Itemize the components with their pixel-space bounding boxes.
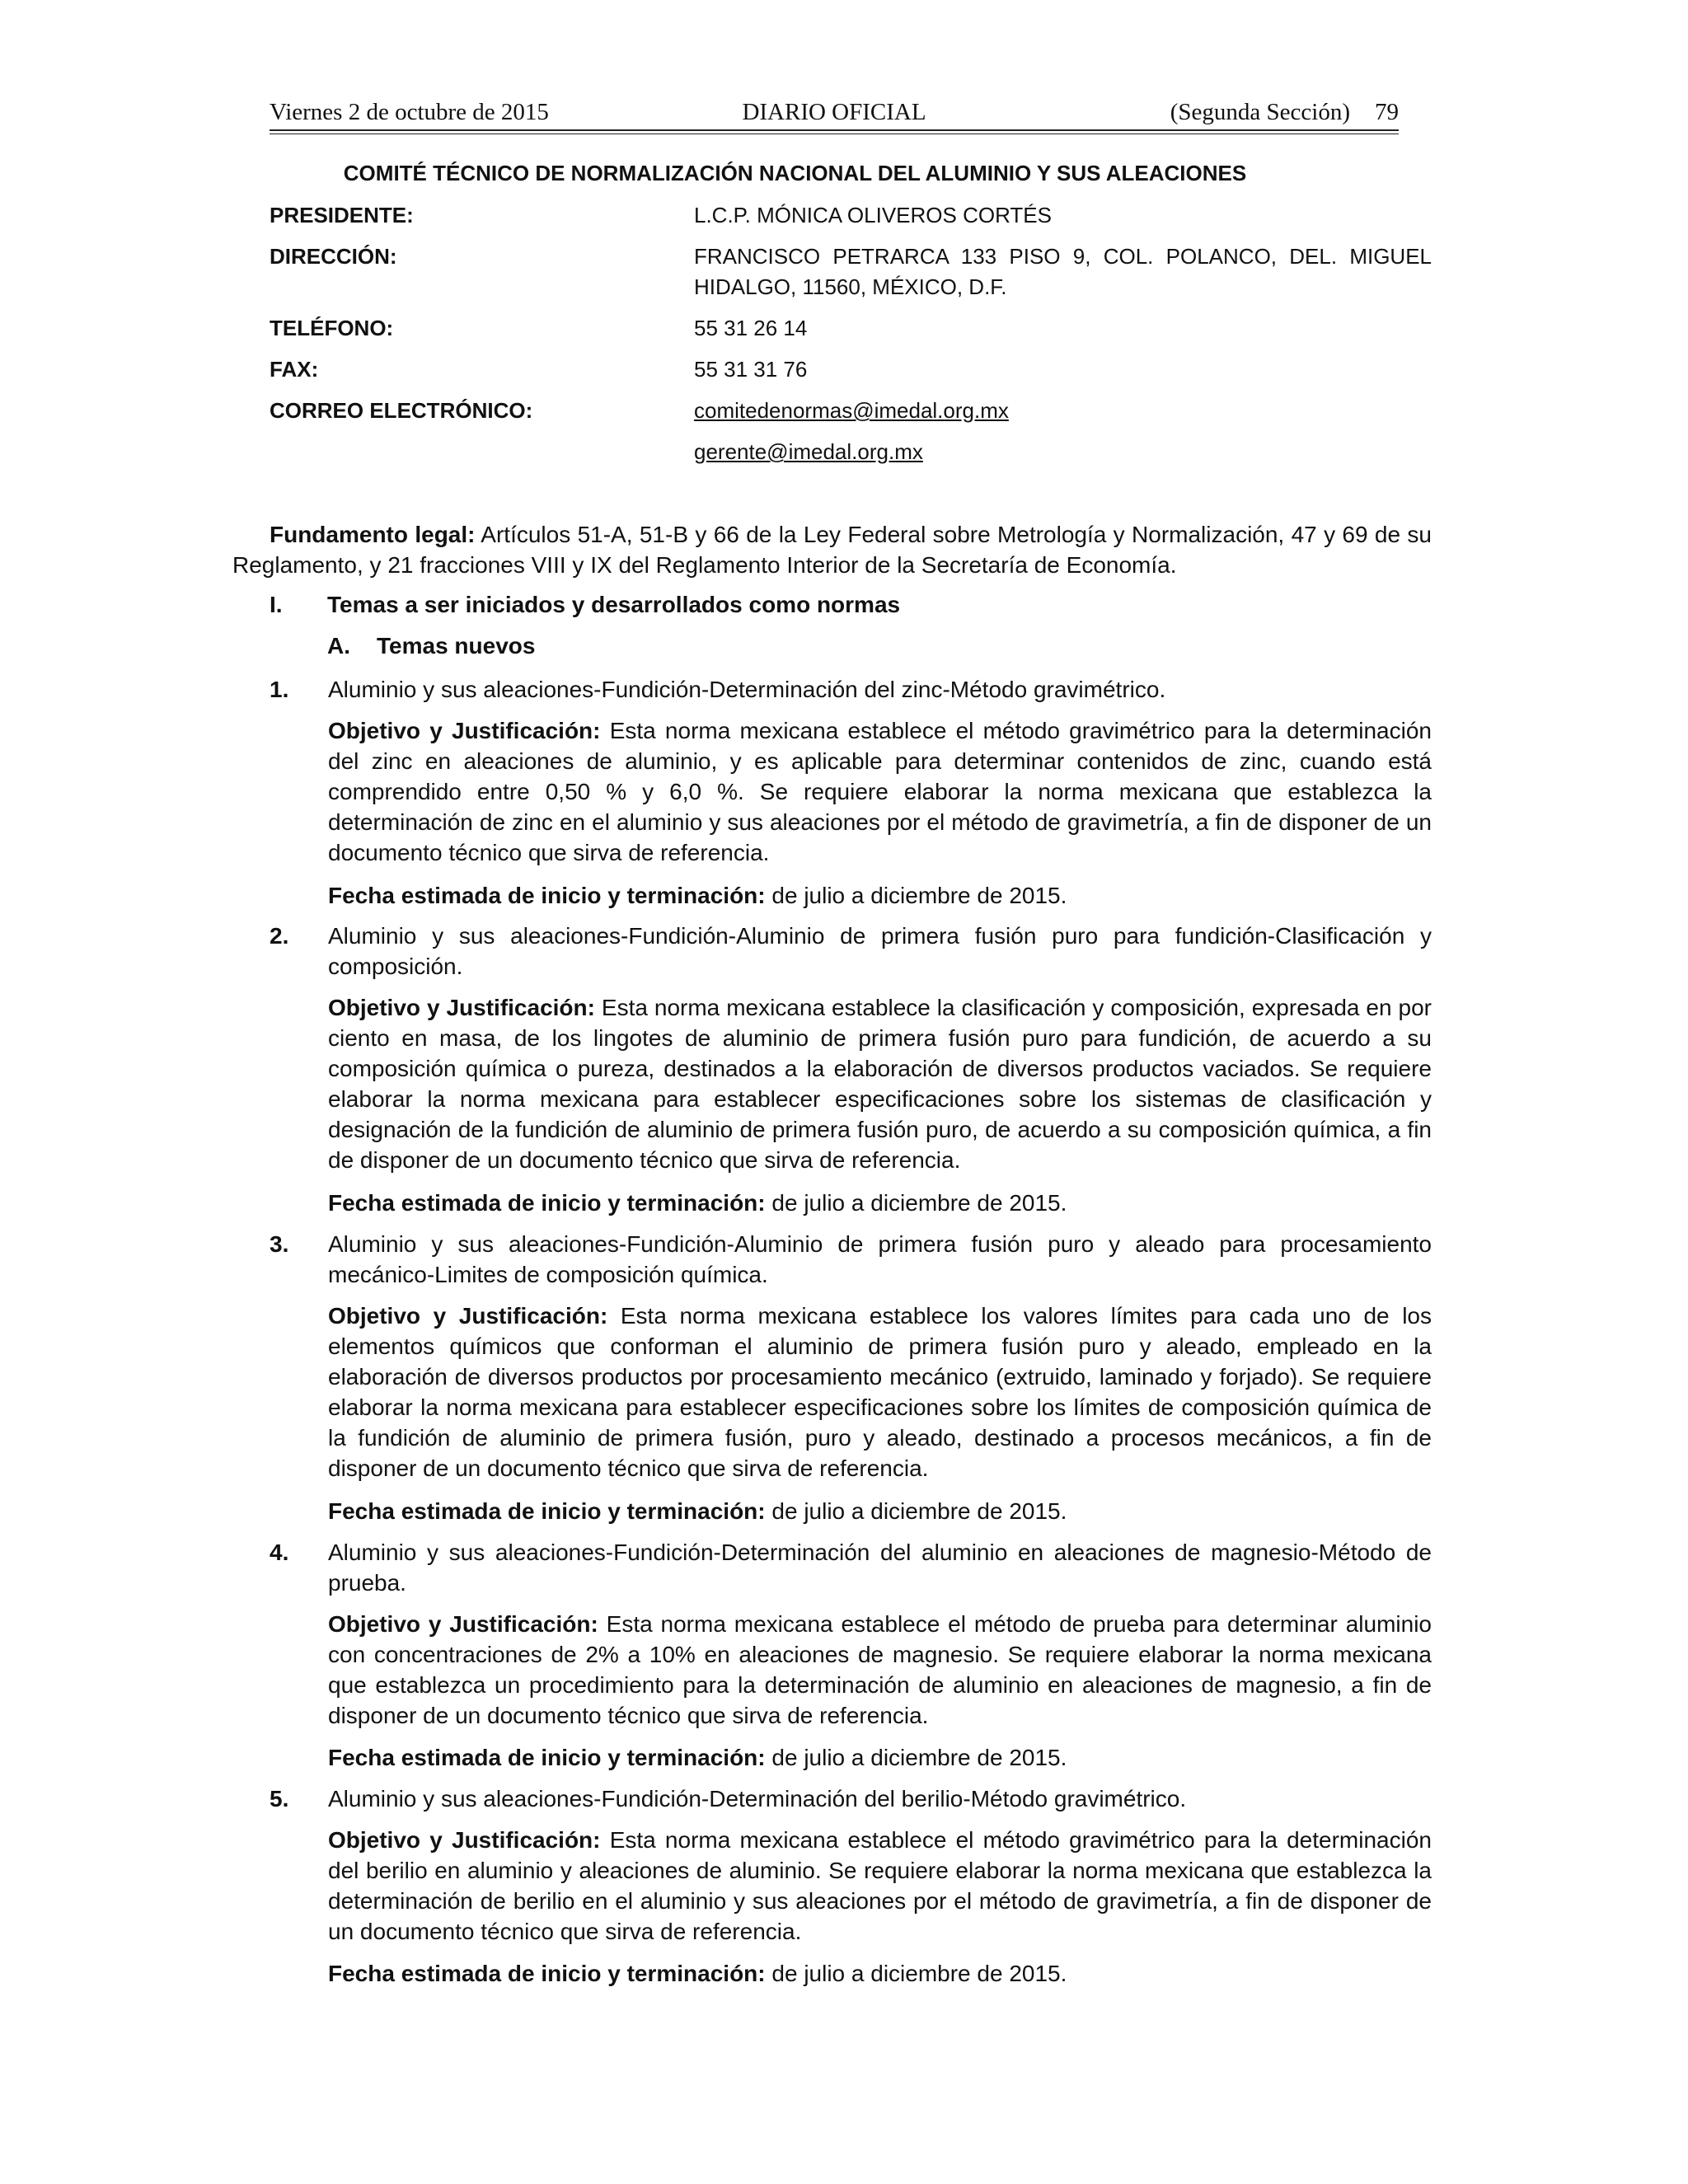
objective-text: Esta norma mexicana establece los valores límites para cada uno de los elementos químicos que conforman el aluminio de primera fusión puro y aleado, empleado en la elaboración de diversos productos por procesamiento mecánico (extruido, laminado y forjado). Se requiere elaborar la norma mexicana para establecer especificaciones sobre los límites de composición química de la fundición de aluminio de primera fusión, puro y aleado, destinado a procesos mecánicos, a fin de disponer de un documento técnico que sirva de referencia. [328, 1303, 1432, 1481]
item-number: 4. [270, 1540, 289, 1565]
info-value [694, 437, 1432, 467]
objective-label: Objetivo y Justificación: [328, 1303, 608, 1329]
date-label: Fecha estimada de inicio y terminación: [328, 883, 766, 908]
info-value: FRANCISCO PETRARCA 133 PISO 9, COL. POLANCO, DEL. MIGUEL HIDALGO, 11560, MÉXICO, D.F. [694, 244, 1432, 299]
objective-label: Objetivo y Justificación: [328, 1827, 601, 1853]
committee-info-table [270, 200, 1432, 478]
date-text: de julio a diciembre de 2015. [765, 1961, 1067, 1986]
legal-basis-text: Artículos 51-A, 51-B y 66 de la Ley Federal sobre Metrología y Normalización, 47 y 69 de su Reglamento, y 21 fracciones VIII y IX del Reglamento Interior de la Secretaría de Economía. [232, 522, 1432, 578]
running-header [270, 92, 1399, 134]
legal-basis-label: Fundamento legal: [270, 522, 476, 547]
item-4-date [328, 1742, 1432, 1773]
objective-text: Esta norma mexicana establece la clasificación y composición, expresada en por ciento en masa, de los lingotes de aluminio de primera fusión puro para fundición, de acuerdo a su composición química o pureza, destinados a la elaboración de diversos productos vaciados. Se requiere elaborar la norma mexicana para establecer especificaciones sobre los sistemas de clasificación y designación de la fundición de aluminio de primera fusión puro, de acuerdo a su composición química, a fin de disponer de un documento técnico que sirva de referencia. [328, 995, 1432, 1173]
email-link-manager[interactable]: gerente@imedal.org.mx [694, 439, 923, 464]
item-5-date [328, 1958, 1432, 1989]
date-text: de julio a diciembre de 2015. [765, 1498, 1067, 1524]
item-2-date [328, 1188, 1432, 1218]
date-label: Fecha estimada de inicio y terminación: [328, 1961, 766, 1986]
subsection-number: A. [327, 633, 350, 658]
header-section-page [1170, 99, 1399, 126]
date-text: de julio a diciembre de 2015. [765, 1745, 1067, 1770]
item-title-text: Aluminio y sus aleaciones-Fundición-Aluminio de primera fusión puro y aleado para procesamiento mecánico-Limites de composición química. [328, 1231, 1432, 1287]
header-publication: DIARIO OFICIAL [742, 99, 926, 125]
info-value: 55 31 26 14 [694, 316, 808, 340]
item-5-title [270, 1783, 1432, 1814]
info-row-email-2 [270, 437, 1432, 467]
objective-label: Objetivo y Justificación: [328, 718, 601, 743]
item-title-text: Aluminio y sus aleaciones-Fundición-Determinación del berilio-Método gravimétrico. [328, 1786, 1187, 1811]
item-3-objective [328, 1301, 1432, 1483]
objective-text: Esta norma mexicana establece el método de prueba para determinar aluminio con concentraciones de 2% a 10% en aleaciones de magnesio. Se requiere elaborar la norma mexicana que establezca un procedimiento para la determinación de aluminio en aleaciones de magnesio, a fin de disponer de un documento técnico que sirva de referencia. [328, 1611, 1432, 1728]
legal-basis-paragraph [232, 519, 1432, 580]
item-1-title [270, 674, 1432, 705]
info-row-fax [270, 354, 1432, 385]
item-3-title [270, 1229, 1432, 1290]
subsection-heading-A [327, 633, 535, 659]
date-label: Fecha estimada de inicio y terminación: [328, 1190, 766, 1216]
info-value: L.C.P. MÓNICA OLIVEROS CORTÉS [694, 203, 1052, 227]
item-2-title [270, 921, 1432, 982]
item-number: 5. [270, 1786, 289, 1811]
item-title-text: Aluminio y sus aleaciones-Fundición-Aluminio de primera fusión puro para fundición-Clasificación y composición. [328, 923, 1432, 979]
info-label: CORREO ELECTRÓNICO: [270, 398, 533, 423]
item-4-title [270, 1537, 1432, 1598]
objective-text: Esta norma mexicana establece el método gravimétrico para la determinación del zinc en aleaciones de aluminio, y es aplicable para determinar contenidos de zinc, cuando está comprendido entre 0,50 % y 6,0 %. Se requiere elaborar la norma mexicana que establezca la determinación de zinc en el aluminio y sus aleaciones por el método de gravimetría, a fin de disponer de un documento técnico que sirva de referencia. [328, 718, 1432, 865]
info-value [694, 396, 1432, 426]
section-title: Temas a ser iniciados y desarrollados como normas [327, 592, 901, 617]
subsection-title: Temas nuevos [377, 633, 536, 658]
item-1-objective [328, 715, 1432, 868]
info-value: 55 31 31 76 [694, 357, 808, 382]
section-number: I. [270, 592, 283, 617]
item-5-objective [328, 1825, 1432, 1947]
info-label: PRESIDENTE: [270, 203, 414, 227]
item-title-text: Aluminio y sus aleaciones-Fundición-Determinación del aluminio en aleaciones de magnesio-Método de prueba. [328, 1540, 1432, 1596]
date-label: Fecha estimada de inicio y terminación: [328, 1498, 766, 1524]
date-label: Fecha estimada de inicio y terminación: [328, 1745, 766, 1770]
info-row-phone [270, 313, 1432, 344]
item-number: 2. [270, 923, 289, 949]
item-2-objective [328, 992, 1432, 1175]
header-section: (Segunda Sección) [1170, 99, 1350, 125]
info-row-president [270, 200, 1432, 231]
section-heading-I [270, 592, 900, 618]
item-4-objective [328, 1609, 1432, 1731]
objective-label: Objetivo y Justificación: [328, 995, 595, 1020]
item-3-date [328, 1496, 1432, 1526]
header-date: Viernes 2 de octubre de 2015 [270, 99, 549, 125]
info-row-address [270, 241, 1432, 302]
item-number: 3. [270, 1231, 289, 1257]
date-text: de julio a diciembre de 2015. [765, 1190, 1067, 1216]
info-label: FAX: [270, 357, 319, 382]
item-number: 1. [270, 677, 289, 702]
objective-text: Esta norma mexicana establece el método gravimétrico para la determinación del berilio en aluminio y aleaciones de aluminio. Se requiere elaborar la norma mexicana que establezca la determinación de berilio en el aluminio y sus aleaciones por el método de gravimetría, a fin de disponer de un documento técnico que sirva de referencia. [328, 1827, 1432, 1944]
info-row-email [270, 396, 1432, 426]
objective-label: Objetivo y Justificación: [328, 1611, 598, 1637]
info-label [270, 437, 694, 467]
email-link-committee[interactable]: comitedenormas@imedal.org.mx [694, 398, 1009, 423]
item-1-date [328, 880, 1432, 911]
info-label: TELÉFONO: [270, 316, 394, 340]
header-page-number: 79 [1375, 99, 1399, 125]
item-title-text: Aluminio y sus aleaciones-Fundición-Determinación del zinc-Método gravimétrico. [328, 677, 1166, 702]
committee-title: COMITÉ TÉCNICO DE NORMALIZACIÓN NACIONAL DEL ALUMINIO Y SUS ALEACIONES [343, 161, 1247, 185]
info-label: DIRECCIÓN: [270, 244, 397, 269]
header-rule [270, 129, 1399, 134]
date-text: de julio a diciembre de 2015. [765, 883, 1067, 908]
